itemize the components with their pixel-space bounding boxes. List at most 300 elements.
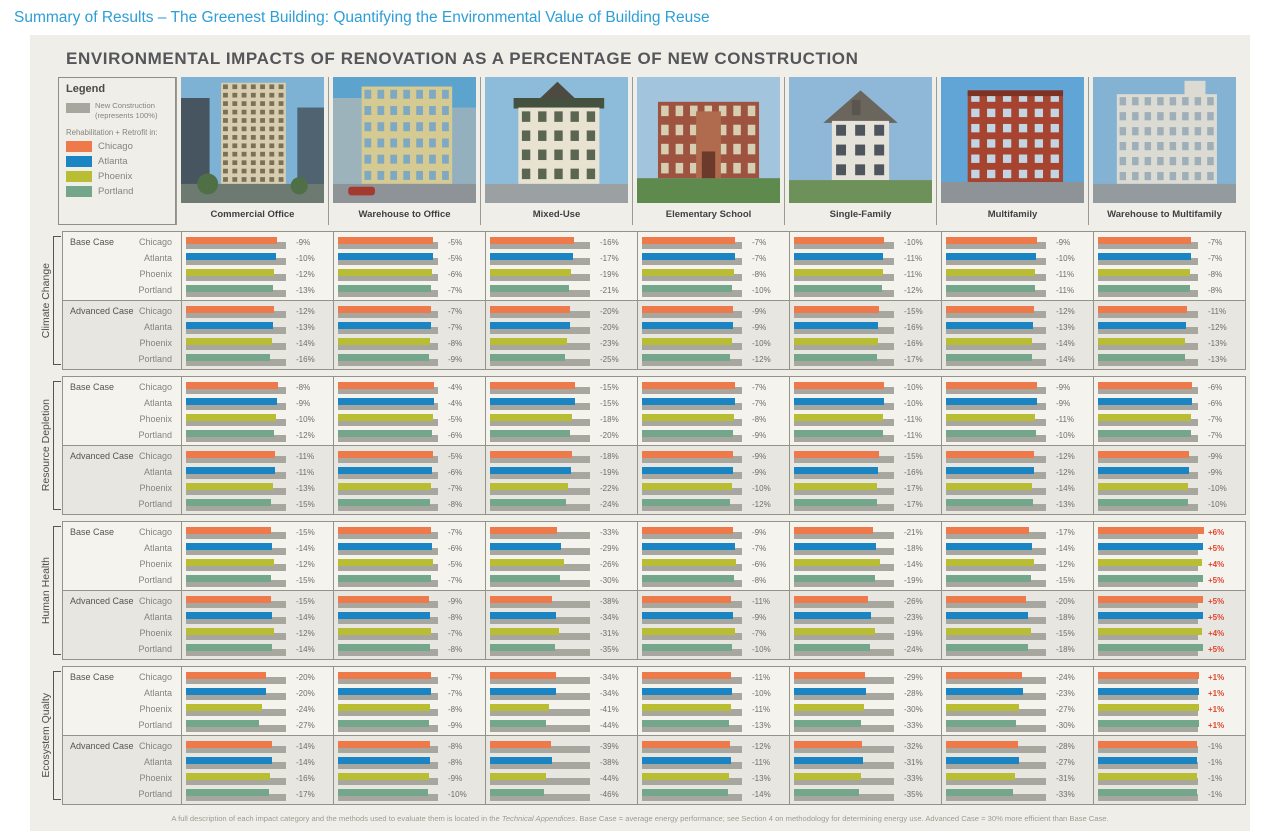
bar-value: -10% [296,414,315,424]
bar-group [490,788,590,801]
bar-row [942,496,1093,512]
bar-group [1098,498,1198,511]
bar-row [638,282,789,298]
bar-group [186,413,286,426]
renovation-bar [338,527,431,534]
bar-row [638,427,789,443]
bar-group [642,268,742,281]
bar-group [338,542,438,555]
bar-row [942,250,1093,266]
renovation-bar [186,382,278,389]
building-bar-column [789,377,941,445]
renovation-bar [946,414,1035,421]
renovation-bar [490,543,561,550]
legend-city-row [66,156,173,167]
bar-value: -14% [296,644,315,654]
label-row [63,234,181,250]
bar-value: -10% [1208,499,1227,509]
renovation-bar [338,253,433,260]
bar-value: -13% [296,483,315,493]
renovation-bar [338,688,431,695]
section-label: Climate Change [40,262,52,339]
bar-row [942,754,1093,770]
bar-group [946,498,1046,511]
bar-group [186,756,286,769]
bar-row [334,266,485,282]
bar-value: -30% [600,575,619,585]
building-bar-column [181,301,333,369]
building-bar-column [485,232,637,300]
label-row [63,641,181,657]
renovation-bar [946,612,1028,619]
impact-section [30,666,1244,805]
bar-row [334,593,485,609]
bar-value: -11% [752,672,771,682]
bar-value: -27% [1056,704,1075,714]
bar-group [490,643,590,656]
bar-group [490,482,590,495]
bar-value: -21% [600,285,619,295]
renovation-bar [946,306,1034,313]
label-row [63,282,181,298]
bar-group [794,337,894,350]
renovation-bar [794,644,870,651]
bar-group [642,429,742,442]
bar-group [946,252,1046,265]
building-column-header [784,77,936,225]
city-label: Atlanta [143,612,172,622]
renovation-bar [794,285,882,292]
renovation-bar [1098,414,1191,421]
bar-row [182,593,333,609]
renovation-bar [490,499,566,506]
bar-row [942,395,1093,411]
bar-group [642,542,742,555]
bar-value: -14% [296,757,315,767]
renovation-bar [642,483,732,490]
renovation-bar [642,704,731,711]
renovation-bar [186,499,271,506]
bar-row [486,641,637,657]
building-bar-column [941,232,1093,300]
bar-value: -10% [904,382,923,392]
renovation-bar [490,688,556,695]
bar-value: -1% [1208,773,1223,783]
label-row [63,524,181,540]
bar-group [794,381,894,394]
city-label: Atlanta [143,253,172,263]
bar-row [638,496,789,512]
bar-value: -7% [448,672,463,682]
bar-group [186,772,286,785]
bar-row [486,593,637,609]
renovation-bar [794,543,876,550]
impact-section [30,376,1244,515]
bar-group [1098,611,1198,624]
bar-row [1094,379,1245,395]
bar-row [334,395,485,411]
renovation-bar [1098,451,1189,458]
bar-group [946,687,1046,700]
bar-row [486,685,637,701]
bar-row [1094,556,1245,572]
bar-value: -20% [600,306,619,316]
bar-row [1094,395,1245,411]
bar-value: -7% [1208,430,1223,440]
bar-group [946,268,1046,281]
case-label: Base Case [70,237,115,247]
renovation-bar [490,269,571,276]
bar-group [186,353,286,366]
bar-row [334,427,485,443]
bar-group [794,788,894,801]
bar-row [790,701,941,717]
bar-value: -7% [752,628,767,638]
bar-value: -13% [1208,354,1227,364]
building-bar-column [789,736,941,804]
bar-value: -14% [296,612,315,622]
bar-row [486,464,637,480]
section-label-area [30,666,62,805]
bar-value: -24% [600,499,619,509]
renovation-bar [1098,285,1190,292]
renovation-bar [1098,338,1185,345]
renovation-bar [946,704,1019,711]
renovation-bar [642,644,732,651]
building-column-header [328,77,480,225]
bar-value: -13% [1208,338,1227,348]
bar-value: -33% [904,773,923,783]
city-label: Atlanta [143,322,172,332]
building-column-header [480,77,632,225]
case-label: Advanced Case [70,596,134,606]
bar-group [1098,482,1198,495]
bar-group [490,498,590,511]
renovation-bar [794,612,871,619]
row-label-column [63,301,181,369]
bar-row [790,556,941,572]
bar-row [486,319,637,335]
renovation-bar [338,499,430,506]
bar-group [1098,466,1198,479]
bar-value: -12% [1056,451,1075,461]
advanced-case-block [62,300,1246,370]
renovation-bar [794,237,884,244]
renovation-bar [794,672,865,679]
city-color-swatch [66,141,92,152]
bar-row [486,754,637,770]
bar-value: -7% [752,382,767,392]
bar-row [486,379,637,395]
renovation-bar [186,398,277,405]
renovation-bar [186,306,274,313]
bar-row [486,540,637,556]
bar-group [642,321,742,334]
bar-group [946,643,1046,656]
bar-group [490,236,590,249]
renovation-bar [338,338,430,345]
bar-group [186,574,286,587]
bar-group [1098,788,1198,801]
building-bar-column [1093,232,1245,300]
bar-row [942,480,1093,496]
renovation-bar [490,467,571,474]
bar-value: +6% [1208,527,1225,537]
renovation-bar [338,483,431,490]
bar-group [794,450,894,463]
bar-row [182,685,333,701]
building-bar-column [1093,446,1245,514]
renovation-bar [490,741,551,748]
bar-row [942,234,1093,250]
label-row [63,480,181,496]
bar-group [642,397,742,410]
bar-row [790,641,941,657]
bar-row [486,411,637,427]
row-label-column [63,667,181,735]
bar-row [182,609,333,625]
bar-group [490,611,590,624]
bar-value: -6% [448,269,463,279]
bar-group [186,542,286,555]
label-row [63,379,181,395]
label-row [63,609,181,625]
renovation-bar [946,644,1028,651]
bar-value: -29% [904,672,923,682]
building-bar-column [181,736,333,804]
bar-row [942,717,1093,733]
bar-group [946,429,1046,442]
bar-row [334,480,485,496]
bar-group [1098,305,1198,318]
bar-value: -10% [904,398,923,408]
bar-group [946,611,1046,624]
label-row [63,266,181,282]
building-photo [1093,77,1236,203]
bar-group [1098,687,1198,700]
bar-value: -6% [448,543,463,553]
bar-value: -18% [904,543,923,553]
bar-group [946,788,1046,801]
renovation-bar [490,451,572,458]
renovation-bar [642,741,730,748]
bar-row [334,786,485,802]
renovation-bar [186,451,275,458]
bar-group [1098,595,1198,608]
renovation-bar [946,338,1032,345]
bar-group [946,321,1046,334]
renovation-bar [490,322,570,329]
bar-value: -12% [296,430,315,440]
bar-group [1098,542,1198,555]
bar-group [338,305,438,318]
bar-group [490,353,590,366]
renovation-bar [794,688,866,695]
renovation-bar [1098,612,1203,619]
bar-value: +1% [1208,720,1225,730]
bar-group [186,703,286,716]
bar-group [1098,337,1198,350]
bar-group [338,772,438,785]
building-bar-column [485,667,637,735]
bar-value: -11% [752,757,771,767]
renovation-bar [642,414,734,421]
bar-group [642,252,742,265]
bar-group [186,429,286,442]
bar-value: -17% [904,483,923,493]
bar-group [946,574,1046,587]
bar-row [1094,250,1245,266]
bar-value: -14% [296,741,315,751]
bar-value: -12% [904,285,923,295]
renovation-bar [490,338,567,345]
bar-group [1098,284,1198,297]
bar-row [790,625,941,641]
bar-value: -13% [1056,322,1075,332]
bar-value: -6% [1208,382,1223,392]
renovation-bar [946,483,1032,490]
city-label: Chicago [138,672,172,682]
bar-group [186,643,286,656]
city-label: Phoenix [139,773,172,783]
bar-group [946,284,1046,297]
bar-row [182,701,333,717]
row-label-column [63,377,181,445]
renovation-bar [490,644,555,651]
bar-value: -20% [296,672,315,682]
bar-row [790,448,941,464]
bar-group [1098,236,1198,249]
bar-row [638,464,789,480]
building-bar-column [941,591,1093,659]
city-label: Portland [138,430,172,440]
bar-group [642,498,742,511]
chart-panel [30,35,1250,831]
bar-group [794,719,894,732]
bar-value: -10% [1056,430,1075,440]
bar-group [338,381,438,394]
building-bar-column [637,446,789,514]
bar-row [182,540,333,556]
renovation-bar [1098,575,1203,582]
bar-group [946,542,1046,555]
renovation-bar [338,430,432,437]
bar-row [334,717,485,733]
bar-value: -9% [448,596,463,606]
label-row [63,464,181,480]
renovation-bar [338,237,433,244]
bar-group [186,558,286,571]
renovation-bar [490,612,556,619]
renovation-bar [186,741,272,748]
renovation-bar [794,398,884,405]
renovation-bar [1098,483,1188,490]
bar-group [186,526,286,539]
bar-group [1098,413,1198,426]
bar-value: -31% [600,628,619,638]
bar-row [790,524,941,540]
bar-value: -12% [296,559,315,569]
bar-value: -24% [904,644,923,654]
bar-value: +5% [1208,575,1225,585]
renovation-bar [794,382,884,389]
bar-value: -38% [600,757,619,767]
row-label-column [63,522,181,590]
bar-value: -34% [600,672,619,682]
bar-row [942,303,1093,319]
city-label: Portland [138,354,172,364]
label-row [63,717,181,733]
bar-row [790,411,941,427]
bar-value: -10% [448,789,467,799]
bar-row [486,556,637,572]
bar-group [794,397,894,410]
renovation-bar [946,741,1018,748]
bar-value: +1% [1208,688,1225,698]
renovation-bar [794,527,873,534]
renovation-bar [1098,527,1204,534]
bar-value: -8% [752,414,767,424]
row-label-column [63,232,181,300]
renovation-bar [490,773,546,780]
renovation-bar [1098,720,1199,727]
bar-group [338,284,438,297]
renovation-bar [186,628,274,635]
building-bar-column [789,667,941,735]
renovation-bar [946,628,1031,635]
bar-row [790,540,941,556]
renovation-bar [946,575,1031,582]
bar-group [642,719,742,732]
bar-group [490,268,590,281]
bar-value: -30% [904,704,923,714]
bar-value: -20% [600,322,619,332]
bar-value: -15% [296,527,315,537]
bar-value: -12% [1056,467,1075,477]
bar-value: -18% [1056,612,1075,622]
building-bar-column [789,301,941,369]
label-row [63,411,181,427]
section-bracket [53,381,61,510]
bar-group [1098,353,1198,366]
bar-value: -6% [448,430,463,440]
building-bar-column [1093,377,1245,445]
bar-group [946,450,1046,463]
bar-group [794,526,894,539]
bar-group [338,236,438,249]
bar-row [638,685,789,701]
bar-group [1098,252,1198,265]
bar-row [1094,319,1245,335]
bar-group [794,558,894,571]
bar-value: -44% [600,773,619,783]
renovation-bar [794,499,877,506]
bar-row [182,234,333,250]
bar-value: -5% [448,414,463,424]
bar-value: -17% [296,789,315,799]
bar-group [946,627,1046,640]
city-label: Phoenix [139,269,172,279]
bar-value: -12% [752,741,771,751]
building-bar-column [637,377,789,445]
building-bar-column [789,591,941,659]
city-name: Phoenix [98,170,133,182]
renovation-bar [186,253,276,260]
bar-value: -9% [1056,237,1071,247]
bar-value: -15% [1056,628,1075,638]
bar-row [1094,266,1245,282]
bar-group [490,381,590,394]
